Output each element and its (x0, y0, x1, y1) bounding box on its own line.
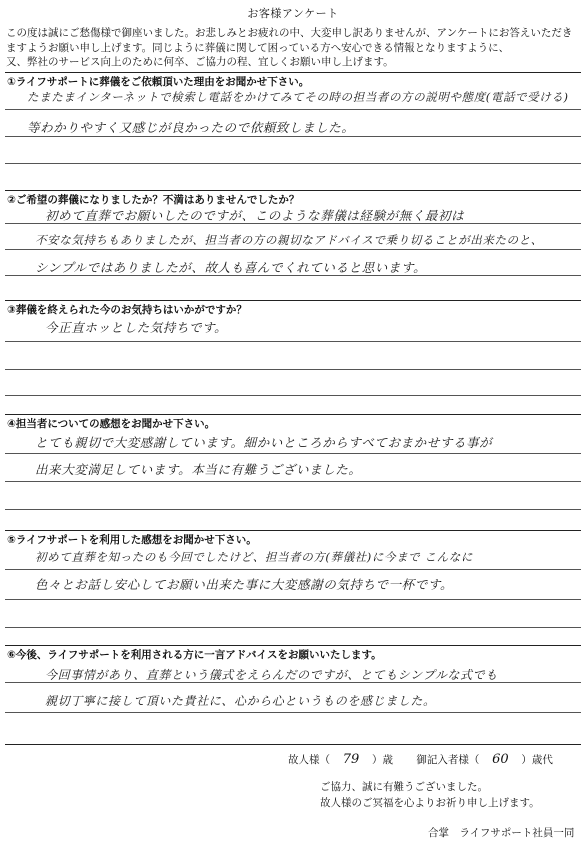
question-3-answer-line-1: 今正直ホッとした気持ちです。 (45, 320, 228, 335)
answer-rule (5, 712, 581, 713)
deceased-age-label: 故人様（ (288, 754, 330, 766)
answer-rule (5, 599, 581, 600)
question-1-answer-line-1: たまたまインターネットで検索し電話をかけてみてその時の担当者の方の説明や態度(電話で受ける) (27, 90, 569, 104)
question-1-section (5, 72, 581, 190)
question-2-section (5, 190, 581, 300)
writer-age-suffix: ）歳代 (521, 754, 553, 766)
intro-line: 又、弊社のサービス向上のために何卒、ご協力の程、宜しくお願い申し上げます。 (6, 56, 394, 68)
answer-rule (5, 682, 581, 683)
question-2-answer-line-3: シンプルではありましたが、故人も喜んでくれていると思います。 (35, 260, 427, 275)
writer-age-label: 御記入者様（ (416, 754, 480, 766)
intro-text (6, 26, 582, 70)
deceased-age-value: 79 (342, 752, 360, 767)
answer-rule (5, 341, 581, 342)
question-5-answer-line-1: 初めて直葬を知ったのも今回でしたけど、担当者の方(葬儀社)に今まで こんなに (35, 550, 473, 564)
answer-rule (5, 223, 581, 224)
question-6-answer-line-1: 今回事情があり、直葬という儀式をえらんだのですが、とてもシンプルな式でも (45, 668, 498, 682)
signature: 合掌 ライフサポート社員一同 (428, 827, 575, 839)
question-4-section (5, 414, 581, 530)
question-1-label: ①ライフサポートに葬儀をご依頼頂いた理由をお聞かせ下さい。 (7, 76, 310, 88)
answer-rule (5, 249, 581, 250)
question-6-section (5, 645, 581, 744)
question-4-answer-line-2: 出来大変満足しています。本当に有難うございました。 (35, 462, 362, 477)
answer-rule (5, 163, 581, 164)
question-2-label: ②ご希望の葬儀になりましたか？不満はありませんでしたか？ (7, 194, 300, 206)
answer-rule (5, 453, 581, 454)
answer-rule (5, 627, 581, 628)
question-1-answer-line-2: 等わかりやすく又感じが良かったので依頼致しました。 (27, 120, 355, 135)
question-5-label: ⑤ライフサポートを利用した感想をお聞かせ下さい。 (7, 534, 257, 546)
page-title: お客様アンケート (247, 7, 339, 20)
answer-rule (5, 569, 581, 570)
intro-line: この度は誠にご愁傷様で御座いました。お悲しみとお疲れの中、大変申し訳ありませんが、アンケートにお答えいただき (6, 27, 573, 39)
question-6-answer-line-2: 親切丁寧に接して頂いた貴社に、心から心というものを感じました。 (45, 694, 436, 708)
question-3-label: ③葬儀を終えられた今のお気持ちはいかがですか？ (7, 304, 247, 316)
question-6-label: ⑥今後、ライフサポートを利用される方に一言アドバイスをお願いいたします。 (7, 649, 382, 661)
question-2-answer-line-2: 不安な気持ちもありましたが、担当者の方の親切なアドバイスで乗り切ることが出来たのと、 (35, 233, 543, 247)
answer-rule (5, 275, 581, 276)
answer-rule (5, 136, 581, 137)
answer-rule (5, 481, 581, 482)
answer-rule (5, 395, 581, 396)
intro-line: ますようお願い申し上げます。同じように葬儀に関して困っている方へ安心できる情報となりますように、 (6, 41, 510, 54)
form-bottom-border (5, 744, 581, 745)
deceased-age-suffix: ）歳 (372, 754, 393, 766)
question-5-section (5, 530, 581, 645)
answer-rule (5, 369, 581, 370)
question-4-answer-line-1: とても親切で大変感謝しています。細かいところからすべておまかせする事が (35, 435, 493, 450)
question-2-answer-line-1: 初めて直葬でお願いしたのですが、このような葬儀は経験が無く最初は (45, 208, 465, 223)
writer-age-value: 60 (492, 752, 509, 767)
question-3-section (5, 300, 581, 414)
age-fields (288, 752, 553, 767)
answer-rule (5, 109, 581, 110)
answer-rule (5, 509, 581, 510)
thanks-line-1: ご協力、誠に有難うございました。 (320, 781, 488, 793)
thanks-line-2: 故人様のご冥福を心よりお祈り申し上げます。 (320, 797, 540, 809)
question-4-label: ④担当者についての感想をお聞かせ下さい。 (7, 418, 216, 430)
question-5-answer-line-2: 色々とお話し安心してお願い出来た事に大変感謝の気持ちで一杯です。 (35, 577, 454, 592)
